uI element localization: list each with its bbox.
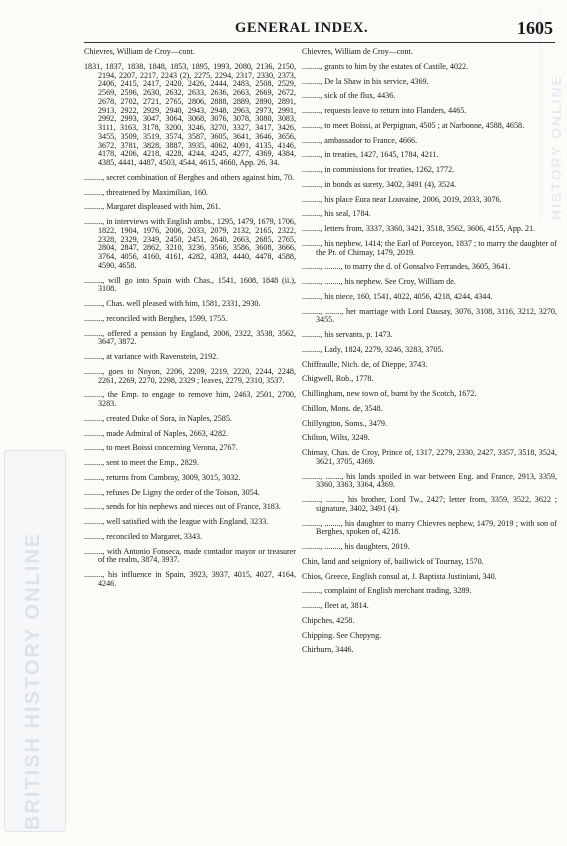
index-entry: ........., ........, his lands spoiled in war between Eng. and France, 2913, 3359, 3360, 3363, 3364, 4369. bbox=[302, 471, 557, 490]
index-entry: ........., to meet Boissi, at Perpignan, 4505 ; at Narbonne, 4588, 4658. bbox=[302, 120, 525, 130]
index-entry: ........., created Duke of Sora, in Naples, 2585. bbox=[84, 413, 232, 423]
page-header bbox=[90, 18, 553, 38]
right-column bbox=[302, 48, 557, 655]
index-entry: ........., Margaret displeased with him, 261. bbox=[84, 202, 221, 212]
index-entry: Chievres, William de Croy—cont. bbox=[302, 47, 413, 56]
watermark-text-right: HISTORY ONLINE bbox=[548, 74, 564, 220]
index-entry: ........., his servants, p. 1473. bbox=[302, 330, 393, 339]
index-entry: ........., to meet Boissi concerning Verona, 2767. bbox=[84, 443, 238, 453]
index-entry: ........., in bonds as surety, 3402, 3491 (4), 3524. bbox=[302, 179, 457, 189]
index-entry: ........., in interviews with English ambs., 1295, 1479, 1679, 1706, 1822, 1904, 1976, 2006, 2033, 2079, 2132, 2165, 2322, 2328, 2329, 2349, 2450, 2451, 2640, 2663, 2685, 2765, 2804, 2847, 2862, 3210, 3236, 3566, 3586, 3608, 3666, 3764, 4056, 4160, 4161, 4282, 4383, 4440, 4478, 4588, 4590, 4658. bbox=[84, 217, 296, 270]
index-entry: ........., in commissions for treaties, 1262, 1772. bbox=[302, 165, 455, 174]
index-entry: ........., his influence in Spain, 3923, 3937, 4015, 4027, 4164, 4246. bbox=[84, 570, 296, 588]
index-entry: ........., Lady, 1824, 2279, 3246, 3283, 3705. bbox=[302, 344, 444, 354]
index-entry: ........., refuses De Ligny the order of the Toison, 3054. bbox=[84, 487, 260, 497]
index-entry: ........., made Admiral of Naples, 2663, 4282. bbox=[84, 428, 229, 438]
index-entry: ........., offered a pension by England, 2006, 2322, 3538, 3562, 3647, 3872. bbox=[84, 328, 296, 347]
index-entry: ........., with Antonio Fonseca, made contador mayor or treasurer of the realm, 3874, 3937. bbox=[84, 546, 296, 565]
index-entry: ........., ........, her marriage with Lord Dausay, 3076, 3108, 3116, 3212, 3270, 3455. bbox=[302, 306, 557, 325]
index-entry: ........., ........, his brother, Lord Tw., 2427; letter from, 3359, 3522, 3622 ; signature, 3402, 3491 (4). bbox=[302, 495, 557, 513]
index-entry: ........., Chas. well pleased with him, 1581, 2331, 2930. bbox=[84, 299, 261, 308]
index-entry: Chilton, Wilts, 3249. bbox=[302, 433, 370, 443]
page-number: 1605 bbox=[517, 18, 553, 38]
index-entry: ........., ........, to marry the d. of Gonsalvo Ferrandes, 3605, 3641. bbox=[302, 262, 511, 272]
index-entry: ........., sent to meet the Emp., 2829. bbox=[84, 458, 199, 467]
index-entry: ........., his nephew, 1414; the Earl of Porceyon, 1837 ; to marry the daughter of the Pr. of Chimay, 1479, 2019. bbox=[302, 238, 557, 257]
index-entry: Chirburn, 3446. bbox=[302, 645, 354, 655]
index-entry: ........., ........, his daughters, 2019. bbox=[302, 542, 410, 551]
index-entry: ........., reconciled to Margaret, 3343. bbox=[84, 531, 203, 541]
index-entry: Chin, land and seigniory of, bailiwick of Tournay, 1570. bbox=[302, 556, 484, 566]
index-entry: ........., his niece, 160, 1541, 4022, 4056, 4218, 4244, 4344. bbox=[302, 291, 493, 301]
index-entry: ........., returns from Cambray, 3009, 3015, 3032. bbox=[84, 472, 241, 482]
index-entry: ........., ambassador to France, 4666. bbox=[302, 135, 418, 145]
index-entry: ........., grants to him by the estates of Castile, 4022. bbox=[302, 61, 469, 71]
index-entry: ........., the Emp. to engage to remove him, 2463, 2501, 2700, 3283. bbox=[84, 390, 296, 408]
index-entry: ........., fleet at, 3814. bbox=[302, 601, 369, 610]
index-entry: ........., in treaties, 1427, 1645, 1784, 4211. bbox=[302, 150, 439, 160]
index-entry: ........., his place Eura near Louvaine, 2006, 2019, 2033, 3076. bbox=[302, 194, 502, 204]
index-entry: Chiffraulle, Nich. de, of Dieppe, 3743. bbox=[302, 359, 428, 369]
index-entry: ........., ........, his nephew. See Croy, William de. bbox=[302, 277, 456, 286]
header-rule bbox=[84, 42, 555, 43]
watermark-text: BRITISH HISTORY ONLINE bbox=[22, 531, 44, 830]
index-entry: ........., letters from, 3337, 3360, 3421, 3518, 3562, 3606, 4155, App. 21. bbox=[302, 224, 536, 233]
index-entry: ........., will go into Spain with Chas., 1541, 1608, 1848 (ii.), 3108. bbox=[84, 275, 296, 294]
index-entry: ........., requests leave to return into Flanders, 4465. bbox=[302, 106, 467, 115]
index-entry: Chillyngton, Soms., 3479. bbox=[302, 418, 387, 428]
index-entry: ........., reconciled with Berghes, 1599, 1755. bbox=[84, 313, 228, 323]
index-entry: Chillingham, new town of, burnt by the Scotch, 1672. bbox=[302, 389, 477, 398]
index-entry: ........., well satisfied with the league with England, 3233. bbox=[84, 517, 269, 526]
index-entry: ........., ........, his daughter to marry Chievres nephew, 1479, 2019 ; with son of Berghes, spoken of, 4218. bbox=[302, 518, 557, 537]
index-entry: ........., sick of the flux, 4436. bbox=[302, 91, 396, 101]
index-entry: 1831, 1837, 1838, 1848, 1853, 1895, 1993, 2080, 2136, 2150, 2194, 2207, 2217, 2243 (2), 2275, 2294, 2317, 2330, 2373, 2406, 2415, 2417, 2420, 2426, 2444, 2483, 2508, 2529, 2569, 2596, 2630, 2632, 2633, 2636, 2663, 2669, 2672, 2678, 2702, 2721, 2765, 2806, 2888, 2889, 2890, 2891, 2913, 2922, 2929, 2940, 2943, 2948, 2963, 2973, 2991, 2992, 2993, 3047, 3064, 3068, 3076, 3078, 3080, 3083, 3111, 3163, 3178, 3200, 3246, 3270, 3327, 3417, 3426, 3455, 3509, 3519, 3574, 3587, 3605, 3641, 3646, 3656, 3672, 3781, 3828, 3887, 3935, 4062, 4091, 4135, 4146, 4178, 4206, 4218, 4228, 4244, 4245, 4277, 4369, 4384, 4385, 4441, 4487, 4503, 4544, 4615, 4660, App. 26, 34. bbox=[84, 61, 296, 167]
index-entry: Chipches, 4258. bbox=[302, 615, 355, 625]
index-entry: Chigwell, Rob., 1778. bbox=[302, 374, 374, 384]
index-entry: Chipping. See Chepyng. bbox=[302, 630, 382, 640]
index-entry: ........., his seal, 1784. bbox=[302, 209, 371, 219]
index-entry: Chievres, William de Croy—cont. bbox=[84, 47, 195, 56]
index-entry: ........., goes to Noyon, 2206, 2209, 2219, 2220, 2244, 2248, 2261, 2269, 2270, 2298, 2329 ; leaves, 2279, 2310, 3537. bbox=[84, 366, 296, 385]
index-entry: ........., threatened by Maximilian, 160. bbox=[84, 187, 209, 197]
page-title: GENERAL INDEX. bbox=[235, 20, 369, 36]
index-entry: Chios, Greece, English consul at, J. Baptista Justiniani, 340. bbox=[302, 571, 497, 581]
index-entry: ........., secret combination of Berghes and others against him, 70. bbox=[84, 172, 295, 182]
index-entry: ........., complaint of English merchant trading, 3289. bbox=[302, 586, 472, 596]
index-entry: Chillon, Mons. de, 3548. bbox=[302, 403, 383, 413]
index-entry: ........., De la Shaw in his service, 4369. bbox=[302, 76, 429, 86]
index-entry: ........., sends for his nephews and nieces out of France, 3183. bbox=[84, 502, 281, 512]
index-entry: ........., at variance with Ravenstein, 2192. bbox=[84, 352, 219, 361]
index-entry: Chimay, Chas. de Croy, Prince of, 1317, 2279, 2330, 2427, 3357, 3518, 3524, 3621, 3705, 4369. bbox=[302, 448, 557, 466]
left-column bbox=[84, 48, 296, 589]
